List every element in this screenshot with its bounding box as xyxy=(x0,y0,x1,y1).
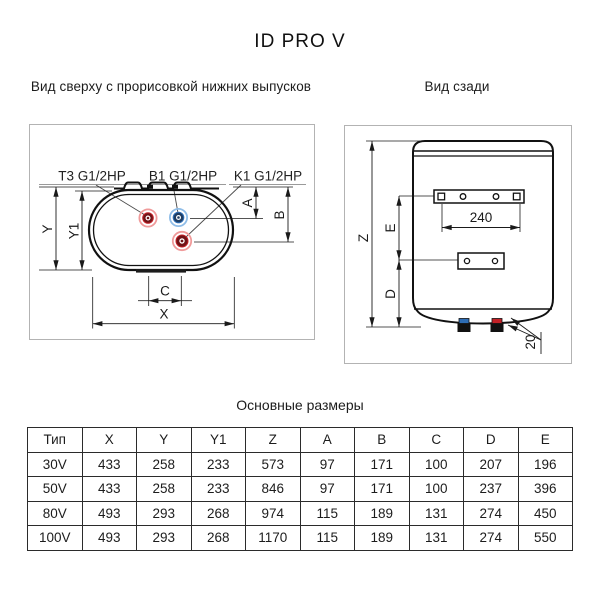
dimension-cell: 100V xyxy=(28,526,83,551)
dimension-cell: 268 xyxy=(191,501,246,526)
svg-text:D: D xyxy=(383,289,398,299)
dimension-cell: 50V xyxy=(28,477,83,502)
dimension-cell: 550 xyxy=(518,526,573,551)
dim-d xyxy=(383,260,399,327)
svg-text:B1 G1/2HP: B1 G1/2HP xyxy=(148,168,218,184)
column-header: D xyxy=(464,428,519,453)
dimension-cell: 493 xyxy=(82,501,137,526)
dimension-cell: 80V xyxy=(28,501,83,526)
dimension-cell: 293 xyxy=(137,526,192,551)
dimension-cell: 237 xyxy=(464,477,519,502)
dimension-cell: 1170 xyxy=(246,526,301,551)
dimension-cell: 131 xyxy=(409,526,464,551)
table-row xyxy=(28,526,573,551)
dimension-cell: 207 xyxy=(464,452,519,477)
dimension-cell: 233 xyxy=(191,477,246,502)
top-view-frame xyxy=(29,124,315,340)
dimension-cell: 97 xyxy=(300,452,355,477)
column-header: Y1 xyxy=(191,428,246,453)
column-header: X xyxy=(82,428,137,453)
dimension-cell: 100 xyxy=(409,477,464,502)
table-row xyxy=(28,501,573,526)
table-header-row xyxy=(28,428,573,453)
dimension-cell: 131 xyxy=(409,501,464,526)
svg-text:Y: Y xyxy=(40,224,55,234)
dimension-cell: 258 xyxy=(137,452,192,477)
port-k1 xyxy=(173,232,191,250)
column-header: C xyxy=(409,428,464,453)
tank-outline xyxy=(89,190,233,270)
dimension-cell: 573 xyxy=(246,452,301,477)
port-label-k1 xyxy=(229,169,306,185)
dimension-cell: 258 xyxy=(137,477,192,502)
dimension-cell: 100 xyxy=(409,452,464,477)
table-row xyxy=(28,452,573,477)
dimension-cell: 189 xyxy=(355,501,410,526)
dimension-cell: 171 xyxy=(355,477,410,502)
dimension-cell: 274 xyxy=(464,501,519,526)
hot-pipe xyxy=(491,319,504,333)
dimension-cell: 274 xyxy=(464,526,519,551)
svg-text:Z: Z xyxy=(356,233,371,243)
dimension-cell: 97 xyxy=(300,477,355,502)
dim-e xyxy=(383,196,458,260)
column-header: B xyxy=(355,428,410,453)
dimension-cell: 433 xyxy=(82,477,137,502)
port-label-t3 xyxy=(39,169,141,185)
svg-text:A: A xyxy=(240,198,255,208)
rear-view-caption: Вид сзади xyxy=(424,79,490,94)
column-header: A xyxy=(300,428,355,453)
dimension-cell: 115 xyxy=(300,501,355,526)
column-header: Тип xyxy=(28,428,83,453)
dimension-cell: 268 xyxy=(191,526,246,551)
cold-pipe xyxy=(458,319,471,333)
dimension-cell: 171 xyxy=(355,452,410,477)
svg-text:E: E xyxy=(383,223,398,233)
dimension-cell: 189 xyxy=(355,526,410,551)
svg-text:K1 G1/2HP: K1 G1/2HP xyxy=(233,168,303,184)
dimension-cell: 974 xyxy=(246,501,301,526)
svg-text:Y1: Y1 xyxy=(66,222,82,240)
dimension-cell: 493 xyxy=(82,526,137,551)
dimension-cell: 30V xyxy=(28,452,83,477)
dimension-cell: 846 xyxy=(246,477,301,502)
top-view-diagram xyxy=(30,125,314,339)
lower-bracket xyxy=(458,253,504,269)
port-t3 xyxy=(139,209,156,226)
heater-body xyxy=(413,141,553,324)
dim-bracket-240 xyxy=(442,204,520,232)
table-caption: Основные размеры xyxy=(236,397,364,413)
dimension-cell: 450 xyxy=(518,501,573,526)
svg-text:T3 G1/2HP: T3 G1/2HP xyxy=(58,168,126,184)
dimension-cell: 293 xyxy=(137,501,192,526)
dimensions-table xyxy=(27,427,573,551)
svg-text:C: C xyxy=(160,283,170,299)
svg-text:20: 20 xyxy=(523,334,538,350)
dimension-cell: 233 xyxy=(191,452,246,477)
svg-text:X: X xyxy=(159,306,169,322)
dim-pipe-20 xyxy=(508,318,541,354)
top-view-caption: Вид сверху с прорисовкой нижних выпусков xyxy=(30,79,312,94)
dimension-cell: 433 xyxy=(82,452,137,477)
column-header: Y xyxy=(137,428,192,453)
bottom-tab xyxy=(136,269,186,273)
svg-text:240: 240 xyxy=(469,210,493,225)
page-title: ID PRO V xyxy=(254,31,346,52)
dimension-cell: 196 xyxy=(518,452,573,477)
dimension-cell: 396 xyxy=(518,477,573,502)
dimension-cell: 115 xyxy=(300,526,355,551)
port-b1 xyxy=(170,209,187,226)
rear-view-frame xyxy=(344,125,572,364)
column-header: Z xyxy=(246,428,301,453)
dim-b xyxy=(194,187,294,242)
rear-view-diagram xyxy=(345,126,571,363)
upper-bracket xyxy=(434,190,524,203)
table-row xyxy=(28,477,573,502)
dim-c xyxy=(138,276,192,306)
column-header: E xyxy=(518,428,573,453)
table-body xyxy=(28,452,573,550)
svg-text:B: B xyxy=(272,210,287,220)
